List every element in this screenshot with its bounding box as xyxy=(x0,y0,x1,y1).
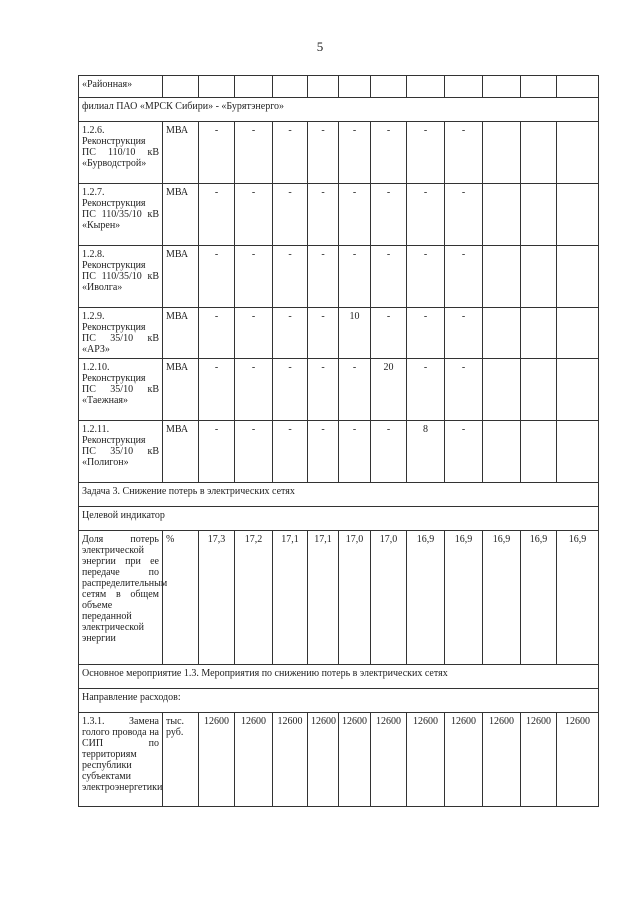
value-cell: 12600 xyxy=(483,713,521,807)
value-cell: 20 xyxy=(371,359,407,421)
row-name-cell: 1.3.1. Замена голого провода на СИП по территориям республики субъектами электроэнергетики xyxy=(79,713,163,807)
row-name-cell: 1.2.8. Реконструкция ПС 110/35/10 кВ «Иволга» xyxy=(79,246,163,308)
section-heading: филиал ПАО «МРСК Сибири» - «Бурятэнерго» xyxy=(79,98,599,122)
value-cell xyxy=(308,76,339,98)
value-cell xyxy=(483,421,521,483)
value-cell: - xyxy=(235,308,273,359)
row-name-cell: 1.2.7. Реконструкция ПС 110/35/10 кВ «Кырен» xyxy=(79,184,163,246)
value-cell: - xyxy=(308,184,339,246)
section-heading: Основное мероприятие 1.3. Мероприятия по снижению потерь в электрических сетях xyxy=(79,665,599,689)
value-cell: - xyxy=(273,308,308,359)
value-cell xyxy=(521,76,557,98)
value-cell: 8 xyxy=(407,421,445,483)
value-cell: - xyxy=(407,184,445,246)
value-cell xyxy=(483,76,521,98)
row-name-cell: 1.2.6. Реконструкция ПС 110/10 кВ «Бурводстрой» xyxy=(79,122,163,184)
value-cell: 12600 xyxy=(339,713,371,807)
unit-cell: МВА xyxy=(163,421,199,483)
value-cell xyxy=(557,184,599,246)
table-row xyxy=(79,713,599,807)
value-cell: 12600 xyxy=(445,713,483,807)
value-cell xyxy=(557,359,599,421)
value-cell: - xyxy=(199,421,235,483)
unit-cell: тыс. руб. xyxy=(163,713,199,807)
value-cell: - xyxy=(445,122,483,184)
table-row xyxy=(79,531,599,665)
value-cell: - xyxy=(308,359,339,421)
value-cell xyxy=(273,76,308,98)
value-cell: - xyxy=(407,308,445,359)
value-cell xyxy=(483,308,521,359)
value-cell: - xyxy=(199,308,235,359)
value-cell: - xyxy=(339,122,371,184)
row-name-cell: 1.2.9. Реконструкция ПС 35/10 кВ «АРЗ» xyxy=(79,308,163,359)
value-cell xyxy=(521,359,557,421)
value-cell: 10 xyxy=(339,308,371,359)
table-row xyxy=(79,98,599,122)
value-cell: - xyxy=(371,308,407,359)
value-cell: - xyxy=(308,246,339,308)
row-name-cell: 1.2.10. Реконструкция ПС 35/10 кВ «Таежная» xyxy=(79,359,163,421)
value-cell: - xyxy=(407,359,445,421)
table-row xyxy=(79,507,599,531)
value-cell xyxy=(521,122,557,184)
value-cell xyxy=(483,122,521,184)
value-cell xyxy=(235,76,273,98)
table-row xyxy=(79,308,599,359)
value-cell: - xyxy=(199,122,235,184)
value-cell xyxy=(557,122,599,184)
value-cell xyxy=(445,76,483,98)
value-cell: 12600 xyxy=(235,713,273,807)
value-cell xyxy=(483,359,521,421)
value-cell: - xyxy=(339,359,371,421)
value-cell: 12600 xyxy=(308,713,339,807)
value-cell: - xyxy=(339,246,371,308)
value-cell: 12600 xyxy=(273,713,308,807)
table-row xyxy=(79,665,599,689)
value-cell xyxy=(521,184,557,246)
value-cell: 16,9 xyxy=(483,531,521,665)
value-cell: 17,0 xyxy=(339,531,371,665)
value-cell: 16,9 xyxy=(407,531,445,665)
value-cell xyxy=(199,76,235,98)
value-cell xyxy=(371,76,407,98)
value-cell: - xyxy=(339,421,371,483)
value-cell: - xyxy=(308,421,339,483)
value-cell xyxy=(407,76,445,98)
value-cell: - xyxy=(235,184,273,246)
value-cell: - xyxy=(445,308,483,359)
table-row xyxy=(79,246,599,308)
value-cell: 12600 xyxy=(371,713,407,807)
value-cell xyxy=(483,184,521,246)
section-heading: Задача 3. Снижение потерь в электрических сетях xyxy=(79,483,599,507)
value-cell: - xyxy=(235,122,273,184)
value-cell: - xyxy=(273,359,308,421)
value-cell xyxy=(521,246,557,308)
value-cell: 12600 xyxy=(199,713,235,807)
table-row xyxy=(79,359,599,421)
value-cell: 17,3 xyxy=(199,531,235,665)
page-number: 5 xyxy=(316,39,324,54)
value-cell xyxy=(557,308,599,359)
value-cell: - xyxy=(371,122,407,184)
value-cell: - xyxy=(235,421,273,483)
section-heading: Направление расходов: xyxy=(79,689,599,713)
table-row xyxy=(79,76,599,98)
table-row xyxy=(79,483,599,507)
unit-cell: МВА xyxy=(163,184,199,246)
table-row xyxy=(79,421,599,483)
value-cell xyxy=(521,308,557,359)
value-cell: 17,0 xyxy=(371,531,407,665)
value-cell: - xyxy=(371,246,407,308)
section-heading: Целевой индикатор xyxy=(79,507,599,531)
value-cell xyxy=(339,76,371,98)
value-cell: - xyxy=(273,421,308,483)
value-cell: 16,9 xyxy=(521,531,557,665)
value-cell: - xyxy=(308,308,339,359)
value-cell: - xyxy=(445,246,483,308)
table-row xyxy=(79,122,599,184)
value-cell: - xyxy=(407,246,445,308)
value-cell: 17,2 xyxy=(235,531,273,665)
value-cell: - xyxy=(273,122,308,184)
program-indicators-table xyxy=(78,75,599,807)
value-cell xyxy=(557,421,599,483)
value-cell xyxy=(557,76,599,98)
value-cell: 12600 xyxy=(407,713,445,807)
value-cell: 17,1 xyxy=(273,531,308,665)
value-cell xyxy=(483,246,521,308)
value-cell: - xyxy=(339,184,371,246)
value-cell: 16,9 xyxy=(557,531,599,665)
value-cell: - xyxy=(445,184,483,246)
value-cell: - xyxy=(273,246,308,308)
value-cell: - xyxy=(445,421,483,483)
value-cell: 12600 xyxy=(557,713,599,807)
value-cell: - xyxy=(308,122,339,184)
value-cell: - xyxy=(235,246,273,308)
table-row xyxy=(79,689,599,713)
value-cell xyxy=(163,76,199,98)
value-cell: - xyxy=(407,122,445,184)
value-cell: - xyxy=(235,359,273,421)
value-cell: - xyxy=(199,359,235,421)
value-cell: 17,1 xyxy=(308,531,339,665)
unit-cell: МВА xyxy=(163,246,199,308)
unit-cell: МВА xyxy=(163,359,199,421)
value-cell xyxy=(557,246,599,308)
value-cell: - xyxy=(273,184,308,246)
value-cell: 16,9 xyxy=(445,531,483,665)
value-cell: 12600 xyxy=(521,713,557,807)
value-cell: - xyxy=(199,246,235,308)
value-cell: - xyxy=(199,184,235,246)
unit-cell: % xyxy=(163,531,199,665)
table-row xyxy=(79,184,599,246)
unit-cell: МВА xyxy=(163,308,199,359)
row-name-cell: 1.2.11. Реконструкция ПС 35/10 кВ «Полигон» xyxy=(79,421,163,483)
row-name-cell: Доля потерь электрической энергии при ее передаче по распределительным сетям в общем объеме переданной электрической энергии xyxy=(79,531,163,665)
value-cell xyxy=(521,421,557,483)
row-name-cell: «Районная» xyxy=(79,76,163,98)
unit-cell: МВА xyxy=(163,122,199,184)
value-cell: - xyxy=(445,359,483,421)
value-cell: - xyxy=(371,184,407,246)
value-cell: - xyxy=(371,421,407,483)
